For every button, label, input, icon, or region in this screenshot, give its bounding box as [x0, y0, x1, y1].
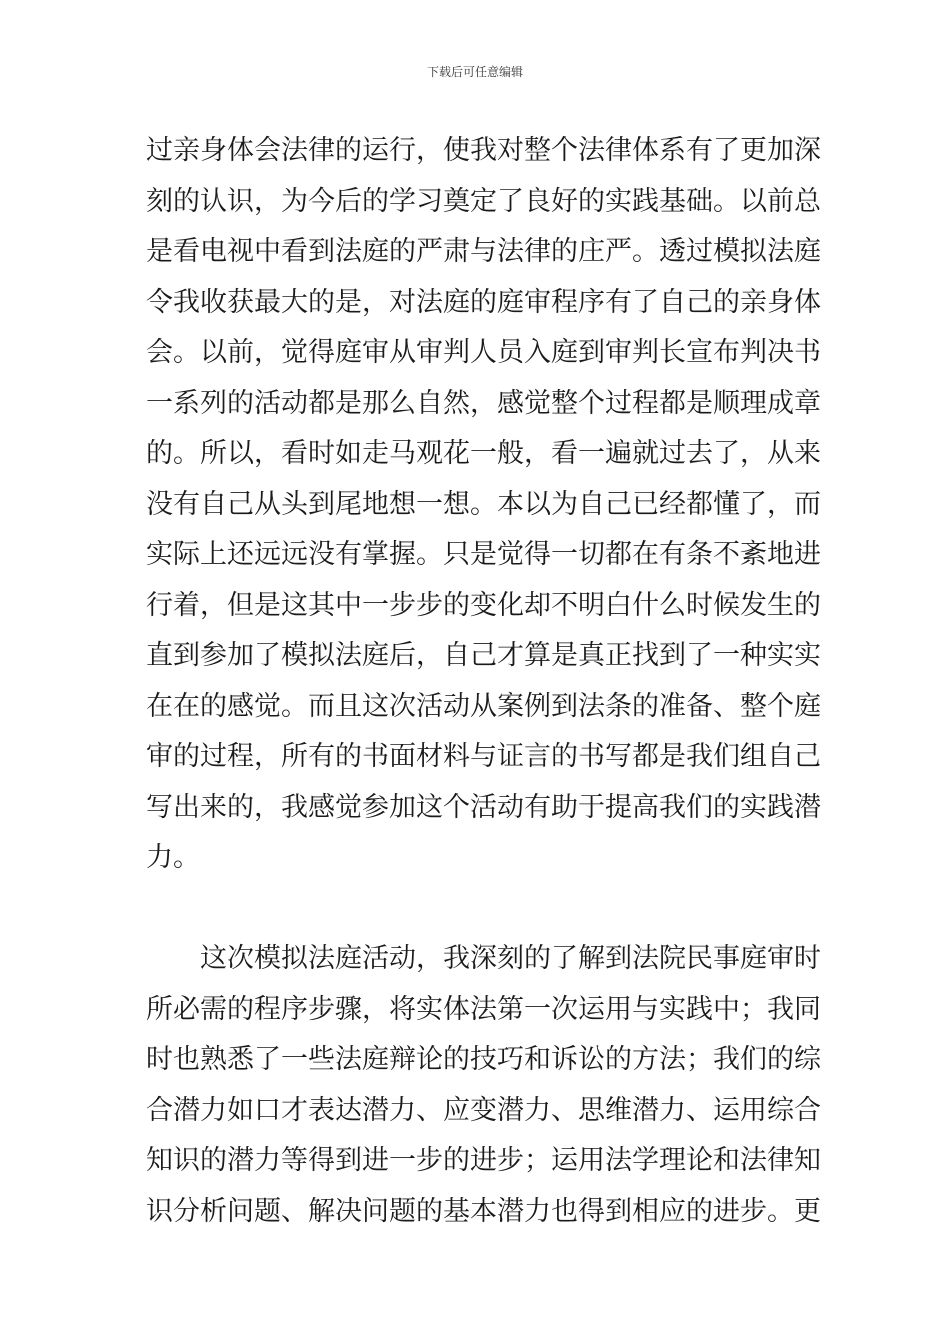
text-line: 知识的潜力等得到进一步的进步；运用法学理论和法律知 — [146, 1145, 821, 1176]
text-line: 所必需的程序步骤，将实体法第一次运用与实践中；我同 — [146, 993, 821, 1025]
text-line: 会。以前，觉得庭审从审判人员入庭到审判长宣布判决书 — [146, 337, 821, 368]
paragraph-spacer — [146, 884, 806, 935]
text-line: 刻的认识，为今后的学习奠定了良好的实践基础。以前总 — [146, 185, 821, 217]
paragraph-2 — [146, 934, 821, 1237]
text-line: 合潜力如口才表达潜力、应变潜力、思维潜力、运用综合 — [146, 1094, 821, 1126]
text-line: 没有自己从头到尾地想一想。本以为自己已经都懂了，而 — [146, 488, 821, 520]
text-line: 一系列的活动都是那么自然，感觉整个过程都是顺理成章 — [146, 387, 821, 419]
text-line: 力。 — [146, 842, 200, 873]
text-line: 实际上还远远没有掌握。只是觉得一切都在有条不紊地进 — [146, 539, 821, 570]
page-header: 下载后可任意编辑 — [426, 65, 523, 79]
text-line: 行着，但是这其中一步步的变化却不明白什么时候发生的 — [146, 589, 821, 621]
text-line: 过亲身体会法律的运行，使我对整个法律体系有了更加深 — [146, 135, 821, 166]
text-line: 这次模拟法庭活动，我深刻的了解到法院民事庭审时 — [200, 943, 821, 974]
document-body — [146, 126, 821, 1237]
text-line: 审的过程，所有的书面材料与证言的书写都是我们组自己 — [146, 741, 821, 772]
text-line: 时也熟悉了一些法庭辩论的技巧和诉讼的方法；我们的综 — [146, 1044, 821, 1075]
text-line: 令我收获最大的是，对法庭的庭审程序有了自己的亲身体 — [146, 286, 821, 318]
text-line: 直到参加了模拟法庭后，自己才算是真正找到了一种实实 — [146, 640, 821, 671]
text-line: 的。所以，看时如走马观花一般，看一遍就过去了，从来 — [146, 438, 821, 469]
text-line: 是看电视中看到法庭的严肃与法律的庄严。透过模拟法庭 — [146, 236, 821, 267]
text-line: 写出来的，我感觉参加这个活动有助于提高我们的实践潜 — [146, 791, 821, 823]
paragraph-1 — [146, 126, 821, 884]
text-line: 识分析问题、解决问题的基本潜力也得到相应的进步。更 — [146, 1195, 821, 1227]
text-line: 在在的感觉。而且这次活动从案例到法条的准备、整个庭 — [146, 690, 821, 722]
